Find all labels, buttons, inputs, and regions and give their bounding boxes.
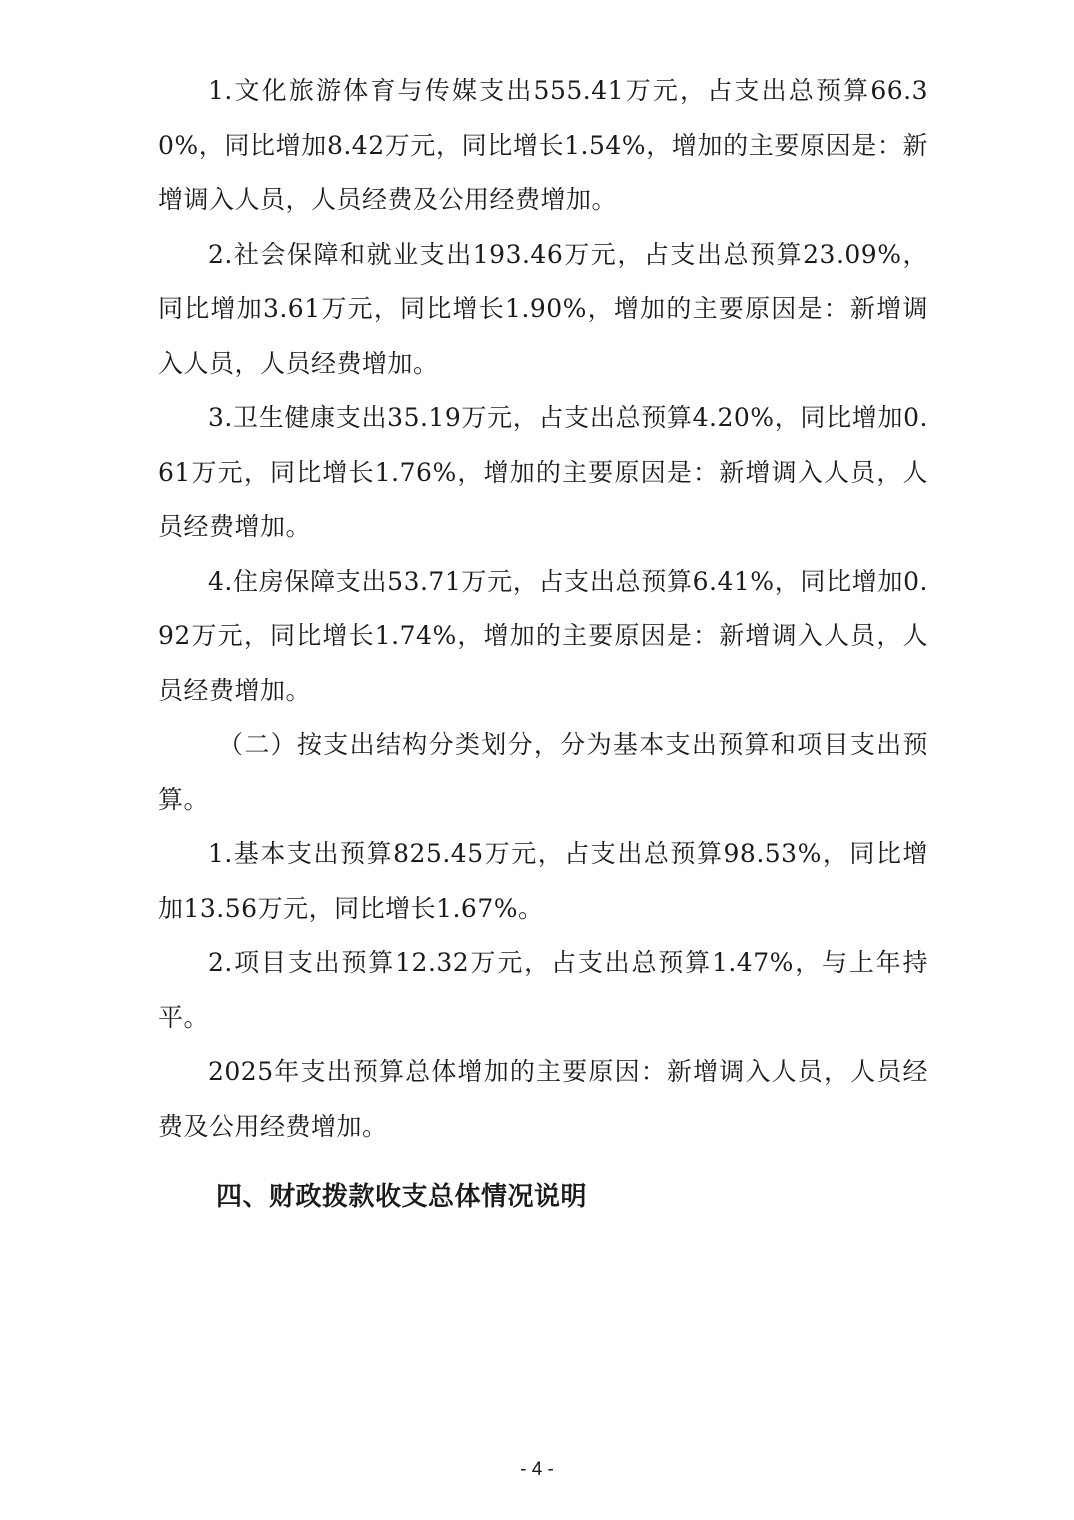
paragraph-social-security-expenditure: 2.社会保障和就业支出193.46万元，占支出总预算23.09%，同比增加3.61万元，同比增长1.90%，增加的主要原因是：新增调入人员，人员经费增加。 <box>158 239 928 378</box>
paragraph-overall-increase-reason: 2025年支出预算总体增加的主要原因：新增调入人员，人员经费及公用经费增加。 <box>158 1057 928 1141</box>
paragraph-structure-classification: （二）按支出结构分类划分，分为基本支出预算和项目支出预算。 <box>158 730 928 814</box>
paragraph-basic-expenditure: 1.基本支出预算825.45万元，占支出总预算98.53%，同比增加13.56万元，同比增长1.67%。 <box>158 839 928 923</box>
paragraph-culture-expenditure: 1.文化旅游体育与传媒支出555.41万元，占支出总预算66.30%，同比增加8.42万元，同比增长1.54%，增加的主要原因是：新增调入人员，人员经费及公用经费增加。 <box>158 76 928 214</box>
paragraph-health-expenditure: 3.卫生健康支出35.19万元，占支出总预算4.20%，同比增加0.61万元，同比增长1.76%，增加的主要原因是：新增调入人员，人员经费增加。 <box>158 403 928 541</box>
paragraph-housing-expenditure: 4.住房保障支出53.71万元，占支出总预算6.41%，同比增加0.92万元，同比增长1.74%，增加的主要原因是：新增调入人员，人员经费增加。 <box>158 566 928 705</box>
body-text <box>158 64 928 1154</box>
section-heading: 四、财政拨款收支总体情况说明 <box>216 1182 588 1212</box>
page-number: - 4 - <box>520 1459 554 1480</box>
paragraph-project-expenditure: 2.项目支出预算12.32万元，占支出总预算1.47%，与上年持平。 <box>158 948 928 1032</box>
